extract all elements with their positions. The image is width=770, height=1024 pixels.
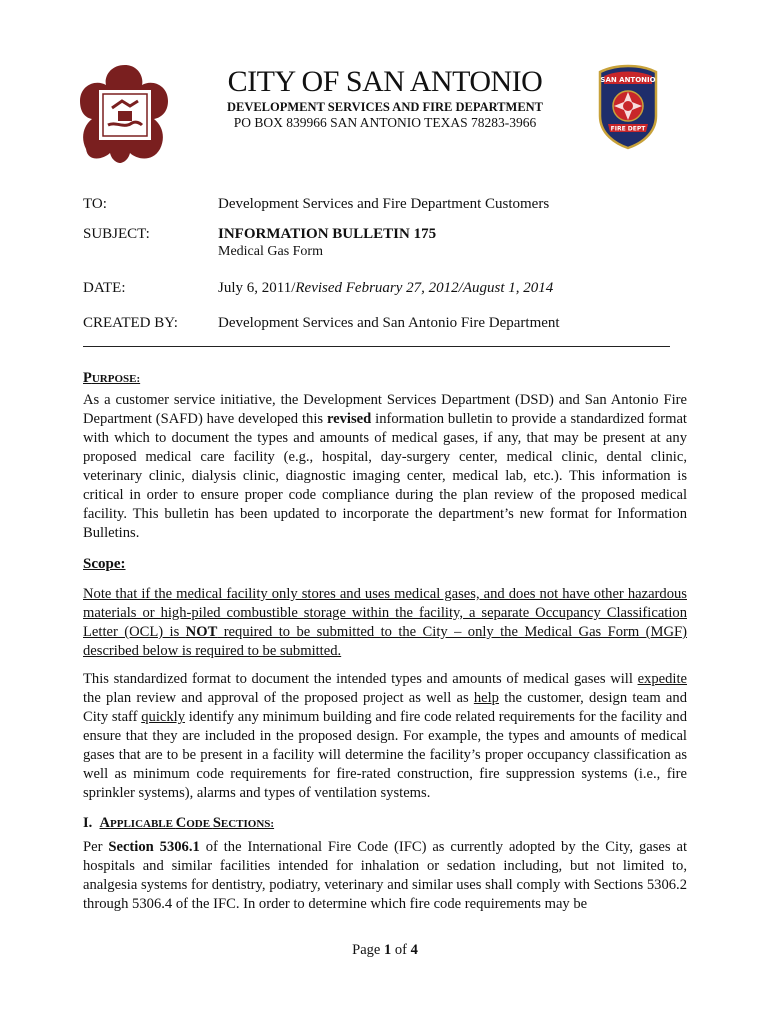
scope-format-b: the plan review and approval of the proposed project as well as xyxy=(83,690,474,706)
date-value-group xyxy=(218,280,553,297)
scope-format-paragraph xyxy=(83,670,687,803)
created-label: CREATED BY: xyxy=(83,315,178,331)
section-1-heading xyxy=(83,815,274,832)
purpose-text-bold: revised xyxy=(326,411,372,427)
subject-sub: Medical Gas Form xyxy=(218,244,323,259)
section-1-paragraph xyxy=(83,838,687,914)
date-value: July 6, 2011/ xyxy=(218,280,296,296)
badge-bottom-text: FIRE DEPT xyxy=(610,125,646,133)
date-label: DATE: xyxy=(83,280,126,296)
created-value: Development Services and San Antonio Fire Department xyxy=(218,315,560,331)
purpose-heading-rest: URPOSE: xyxy=(91,373,141,385)
scope-format-quickly: quickly xyxy=(141,709,185,725)
footer-page-total: 4 xyxy=(410,942,418,958)
section-1-text-bold: Section 5306.1 xyxy=(108,839,200,855)
city-title: CITY OF SAN ANTONIO xyxy=(227,65,543,98)
section-1-text-a: Per xyxy=(83,839,109,855)
section-1-text-b: of the International Fire Code (IFC) as currently adopted by the City, gases at hospitals and similar facilities intended for inhalation or sedation including, but not limited to, analgesia systems for dentistry, podiatry, veterinary and similar uses shall comply with Sections 5306.2 through 5306.4 of the IFC. In order to determine which fire code requirements may be xyxy=(83,839,687,912)
department-address: PO BOX 839966 SAN ANTONIO TEXAS 78283-3966 xyxy=(233,115,537,130)
scope-format-c: the customer, design team and City staff xyxy=(83,690,687,725)
scope-note-paragraph xyxy=(83,585,687,661)
footer-page-number: 1 xyxy=(383,942,392,958)
to-value: Development Services and Fire Department Customers xyxy=(218,196,550,212)
badge-top-text: SAN ANTONIO xyxy=(600,76,656,84)
footer-page-word: Page xyxy=(352,942,384,958)
purpose-text-a: As a customer service initiative, the Development Services Department (DSD) and San Antonio Fire Department (SAFD) have developed this xyxy=(83,392,687,427)
date-revised: Revised February 27, 2012/August 1, 2014 xyxy=(295,280,554,296)
section-1-title: APPLICABLE CODE SECTIONS: xyxy=(99,815,275,831)
scope-note-bold: NOT xyxy=(185,624,218,640)
purpose-heading-cap: P xyxy=(83,370,92,386)
city-seal-logo xyxy=(80,63,170,165)
fire-dept-badge-logo xyxy=(596,62,660,150)
page-footer xyxy=(0,942,770,959)
to-label: TO: xyxy=(83,196,107,212)
purpose-paragraph xyxy=(83,391,687,543)
footer-of-word: of xyxy=(391,942,411,958)
header-divider xyxy=(83,346,670,347)
department-name: DEVELOPMENT SERVICES AND FIRE DEPARTMENT xyxy=(226,100,544,114)
subject-label: SUBJECT: xyxy=(83,226,150,242)
scope-note-b: required to be submitted to the City – only the Medical Gas Form (MGF) described below is required to be submitted. xyxy=(83,624,687,659)
purpose-heading xyxy=(83,370,140,387)
scope-format-a: This standardized format to document the intended types and amounts of medical gases will xyxy=(83,671,638,687)
letterhead xyxy=(200,66,570,131)
scope-format-help: help xyxy=(473,690,499,706)
subject-value: INFORMATION BULLETIN 175 xyxy=(218,226,437,242)
scope-format-expedite: expedite xyxy=(637,671,687,687)
scope-heading: Scope: xyxy=(83,556,126,572)
purpose-text-b: information bulletin to provide a standardized format with which to document the types and amounts of medical gases, if any, that may be present at any proposed medical care facility (e.g., hospital, day-surgery center, medical clinic, dental clinic, veterinary clinic, dialysis clinic, diagnostic imaging center, medical lab, etc.). This information is critical in order to ensure proper code compliance during the plan review of the proposed medical facility. This bulletin has been updated to incorporate the department’s new format for Information Bulletins. xyxy=(83,411,687,541)
scope-note-a: Note that if the medical facility only stores and uses medical gases, and does not have other hazardous materials or high-piled combustible storage within the facility, a separate Occupancy Classification Letter (OCL) is xyxy=(83,586,687,640)
scope-format-d: identify any minimum building and fire code related requirements for the facility and ensure that they are included in the proposed design. For example, the types and amounts of medical gases that are to be present in a facility will determine the facility’s proper occupancy classification as well as minimum code requirements for fire-rated construction, fire suppression systems (i.e., fire sprinkler systems), alarms and types of ventilation systems. xyxy=(83,709,688,801)
section-1-number: I. xyxy=(83,815,93,831)
